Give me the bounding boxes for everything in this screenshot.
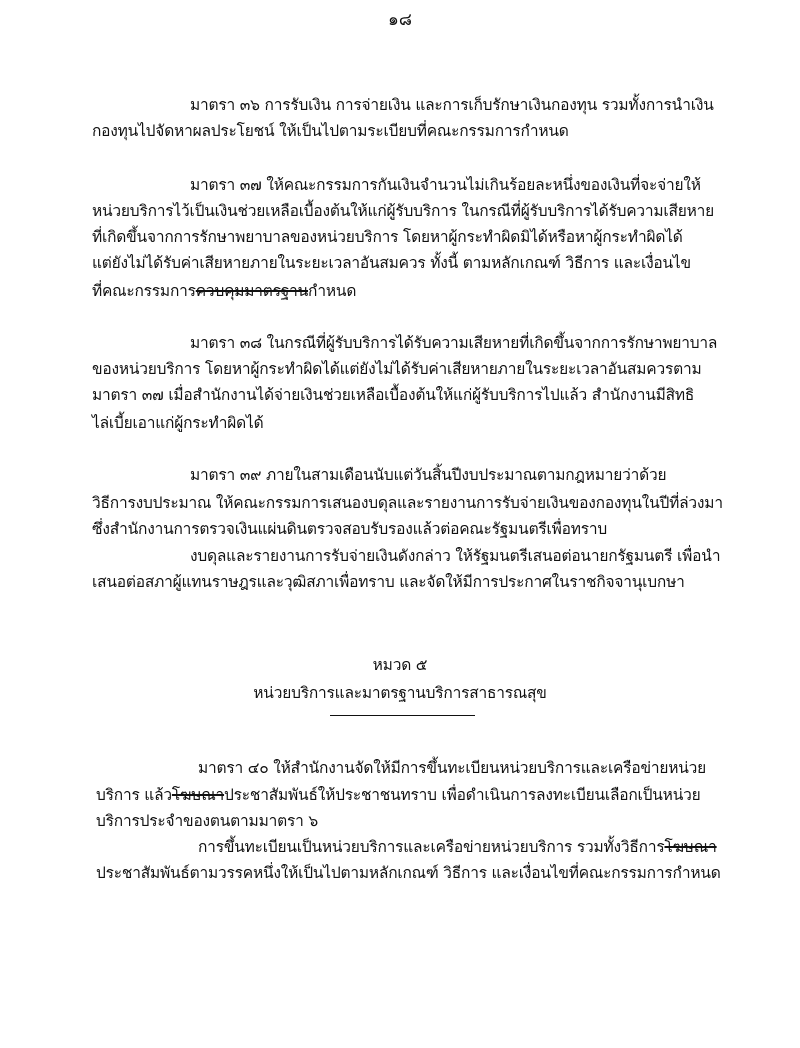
section-36-line-1: มาตรา ๓๖ การรับเงิน การจ่ายเงิน และการเก็บรักษาเงินกองทุน รวมทั้งการนำเงิน <box>190 96 714 114</box>
section-37-line-3: ที่เกิดขึ้นจากการรักษาพยาบาลของหน่วยบริการ โดยหาผู้กระทำผิดมิได้หรือหาผู้กระทำผิดได้ <box>92 228 683 246</box>
section-39-line-2: วิธีการงบประมาณ ให้คณะกรรมการเสนองบดุลและรายงานการรับจ่ายเงินของกองทุนในปีที่ล่วงมา <box>92 494 723 512</box>
section-38-line-1: มาตรา ๓๘ ในกรณีที่ผู้รับบริการได้รับความเสียหายที่เกิดขึ้นจากการรักษาพยาบาล <box>190 334 718 352</box>
section-38-line-2: ของหน่วยบริการ โดยหาผู้กระทำผิดได้แต่ยังไม่ได้รับค่าเสียหายภายในระยะเวลาอันสมควรตาม <box>92 360 702 378</box>
section-40-line-2 <box>96 782 700 807</box>
heading-rule <box>330 715 475 716</box>
section-40-line-2-text: บริการ แล้ว <box>96 786 172 804</box>
section-40-line-4-text: การขึ้นทะเบียนเป็นหน่วยบริการและเครือข่ายหน่วยบริการ รวมทั้งวิธีการ <box>198 838 665 856</box>
section-37-line-5 <box>92 278 356 303</box>
section-39-line-5: เสนอต่อสภาผู้แทนราษฎรและวุฒิสภาเพื่อทราบ และจัดให้มีการประกาศในราชกิจจานุเบกษา <box>92 573 685 591</box>
section-40-line-5: ประชาสัมพันธ์ตามวรรคหนึ่งให้เป็นไปตามหลักเกณฑ์ วิธีการ และเงื่อนไขที่คณะกรรมการกำหนด <box>96 864 721 882</box>
section-38-line-4: ไล่เบี้ยเอาแก่ผู้กระทำผิดได้ <box>92 414 264 432</box>
section-40-line-2-end: ประชาสัมพันธ์ให้ประชาชนทราบ เพื่อดำเนินการลงทะเบียนเลือกเป็นหน่วย <box>224 786 701 804</box>
struck-text: ควบคุมมาตรฐาน <box>195 282 309 300</box>
section-40-line-1: มาตรา ๔๐ ให้สำนักงานจัดให้มีการขึ้นทะเบียนหน่วยบริการและเครือข่ายหน่วย <box>198 759 707 777</box>
section-40-line-4 <box>198 834 717 859</box>
section-37-line-4: แต่ยังไม่ได้รับค่าเสียหายภายในระยะเวลาอันสมควร ทั้งนี้ ตามหลักเกณฑ์ วิธีการ และเงื่อนไข <box>92 254 691 272</box>
section-37-line-5-end: กำหนด <box>308 282 357 300</box>
section-38-line-3: มาตรา ๓๗ เมื่อสำนักงานได้จ่ายเงินช่วยเหลือเบื้องต้นให้แก่ผู้รับบริการไปแล้ว สำนักงานมีสิทธิ <box>92 386 695 404</box>
section-36-line-2: กองทุนไปจัดหาผลประโยชน์ ให้เป็นไปตามระเบียบที่คณะกรรมการกำหนด <box>92 122 569 140</box>
section-37-line-5-text: ที่คณะกรรมการ <box>92 282 196 300</box>
section-39-line-3: ซึ่งสำนักงานการตรวจเงินแผ่นดินตรวจสอบรับรองแล้วต่อคณะรัฐมนตรีเพื่อทราบ <box>92 520 608 538</box>
struck-text: โฆษณา <box>664 838 717 856</box>
section-39-line-1: มาตรา ๓๙ ภายในสามเดือนนับแต่วันสิ้นปีงบประมาณตามกฎหมายว่าด้วย <box>190 466 667 484</box>
struck-text: โฆษณา <box>171 786 225 804</box>
section-37-line-1: มาตรา ๓๗ ให้คณะกรรมการกันเงินจำนวนไม่เกินร้อยละหนึ่งของเงินที่จะจ่ายให้ <box>190 176 701 194</box>
section-37-line-2: หน่วยบริการไว้เป็นเงินช่วยเหลือเบื้องต้นให้แก่ผู้รับบริการ ในกรณีที่ผู้รับบริการได้รับความเสียหาย <box>92 202 715 220</box>
section-39-line-4: งบดุลและรายงานการรับจ่ายเงินดังกล่าว ให้รัฐมนตรีเสนอต่อนายกรัฐมนตรี เพื่อนำ <box>190 547 721 565</box>
page-number: ๑๘ <box>388 10 412 30</box>
chapter-heading: หมวด ๕ <box>372 656 428 674</box>
section-40-line-3: บริการประจำของตนตามมาตรา ๖ <box>96 812 318 830</box>
chapter-title: หน่วยบริการและมาตรฐานบริการสาธารณสุข <box>253 684 547 702</box>
